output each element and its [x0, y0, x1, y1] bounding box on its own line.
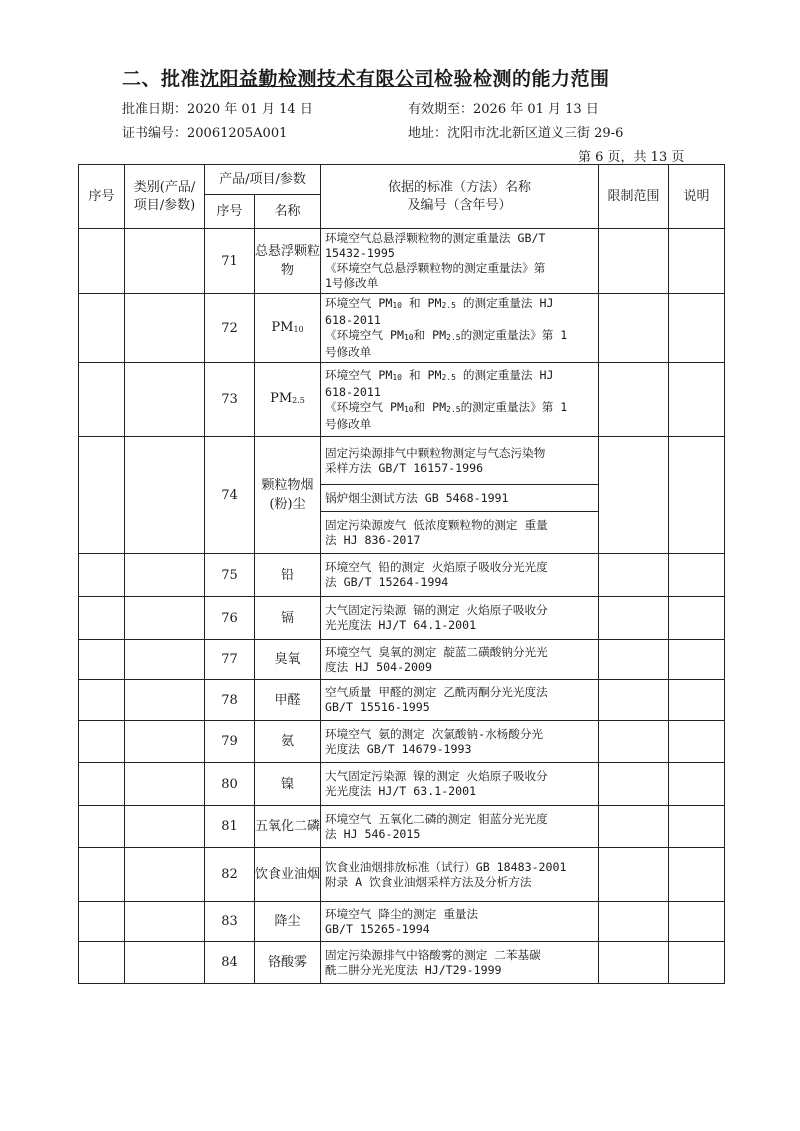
- standard-line: 环境空气总悬浮颗粒物的测定重量法 GB/T: [325, 231, 546, 245]
- standard-line: 固定污染源排气中颗粒物测定与气态污染物: [325, 445, 546, 460]
- standard-line: 附录 A 饮食业油烟采样方法及分析方法: [325, 874, 532, 889]
- standard-line: 大气固定污染源 镉的测定 火焰原子吸收分: [325, 603, 548, 617]
- header-standard-line1: 依据的标准（方法）名称: [388, 179, 532, 195]
- category-cell: [125, 848, 205, 902]
- item-number: 72: [205, 294, 255, 363]
- limit-cell: [599, 554, 669, 597]
- standard-line: 度法 HJ 504-2009: [325, 659, 432, 674]
- standard-line: 环境空气 铅的测定 火焰原子吸收分光光度: [325, 560, 548, 574]
- table-row: [79, 763, 725, 806]
- standard-line: 号修改单: [325, 345, 372, 359]
- header-standard: [321, 165, 599, 229]
- category-cell: [125, 363, 205, 437]
- standard-cell: [321, 437, 599, 485]
- item-name: 五氧化二磷: [255, 806, 321, 848]
- item-number: 78: [205, 680, 255, 721]
- limit-cell: [599, 848, 669, 902]
- standard-line: 固定污染源废气 低浓度颗粒物的测定 重量: [325, 517, 548, 532]
- seq-cell: [79, 554, 125, 597]
- note-cell: [669, 294, 725, 363]
- standard-line: 1号修改单: [325, 276, 379, 290]
- standard-cell: [321, 763, 599, 806]
- item-number: 80: [205, 763, 255, 806]
- standard-cell: [321, 640, 599, 680]
- standard-cell: [321, 485, 599, 512]
- valid-until: 有效期至：2026 年 01 月 13 日: [408, 102, 599, 117]
- item-name: 镍: [255, 763, 321, 806]
- document-title: [122, 64, 610, 91]
- note-cell: [669, 597, 725, 640]
- note-cell: [669, 680, 725, 721]
- item-name: $PM_{10}$: [255, 294, 321, 363]
- category-cell: [125, 902, 205, 942]
- limit-cell: [599, 763, 669, 806]
- category-cell: [125, 640, 205, 680]
- standard-line: 环境空气 臭氧的测定 靛蓝二磺酸钠分光光: [325, 644, 548, 659]
- standard-line: 法 HJ 546-2015: [325, 826, 421, 841]
- table-row: [79, 294, 725, 363]
- seq-cell: [79, 902, 125, 942]
- header-limit: 限制范围: [599, 165, 669, 229]
- item-name: 总悬浮颗粒物: [255, 229, 321, 294]
- limit-cell: [599, 437, 669, 554]
- table-row: [79, 848, 725, 902]
- header-category: 类别(产品/项目/参数): [125, 165, 205, 229]
- seq-cell: [79, 806, 125, 848]
- standard-cell: [321, 554, 599, 597]
- title-org: 沈阳益勤检测技术有限公司: [200, 68, 435, 90]
- limit-cell: [599, 363, 669, 437]
- category-cell: [125, 229, 205, 294]
- seq-cell: [79, 294, 125, 363]
- item-name: 颗粒物烟(粉)尘: [255, 437, 321, 554]
- standard-cell: [321, 902, 599, 942]
- table-row: [79, 902, 725, 942]
- standard-line: 环境空气 $PM_{10}$ 和 $PM_{2.5}$ 的测定重量法 HJ: [325, 367, 554, 382]
- standard-cell: [321, 721, 599, 763]
- seq-cell: [79, 437, 125, 554]
- item-name: 铬酸雾: [255, 942, 321, 984]
- limit-cell: [599, 640, 669, 680]
- note-cell: [669, 721, 725, 763]
- limit-cell: [599, 597, 669, 640]
- standard-line: 《环境空气 $PM_{10}$和 $PM_{2.5}$的测定重量法》第 1: [325, 399, 568, 414]
- table-row: [79, 806, 725, 848]
- header-sub-seq: 序号: [205, 195, 255, 229]
- item-name: 氨: [255, 721, 321, 763]
- header-sub-name: 名称: [255, 195, 321, 229]
- table-row: [79, 942, 725, 984]
- note-cell: [669, 763, 725, 806]
- address: 地址：沈阳市沈北新区道义三街 29-6: [408, 126, 624, 141]
- seq-cell: [79, 942, 125, 984]
- item-name: 镉: [255, 597, 321, 640]
- standard-cell: [321, 680, 599, 721]
- table-row: [79, 554, 725, 597]
- page-number: 第 6 页，共 13 页: [578, 150, 685, 165]
- standard-cell: [321, 512, 599, 554]
- category-cell: [125, 294, 205, 363]
- standard-cell: [321, 942, 599, 984]
- standard-line: 酰二肼分光光度法 HJ/T29-1999: [325, 962, 502, 977]
- limit-cell: [599, 806, 669, 848]
- approval-date: 批准日期：2020 年 01 月 14 日: [122, 102, 313, 117]
- standard-cell: [321, 294, 599, 363]
- seq-cell: [79, 363, 125, 437]
- seq-cell: [79, 848, 125, 902]
- item-name: 降尘: [255, 902, 321, 942]
- seq-cell: [79, 721, 125, 763]
- standard-line: GB/T 15516-1995: [325, 700, 430, 714]
- item-name: 甲醛: [255, 680, 321, 721]
- item-number: 79: [205, 721, 255, 763]
- header-standard-line2: 及编号（含年号）: [407, 197, 512, 213]
- table-row: [79, 721, 725, 763]
- standard-cell: [321, 806, 599, 848]
- limit-cell: [599, 721, 669, 763]
- category-cell: [125, 806, 205, 848]
- title-suffix: 检验检测的能力范围: [434, 68, 610, 90]
- header-seq: 序号: [79, 165, 125, 229]
- note-cell: [669, 848, 725, 902]
- item-number: 84: [205, 942, 255, 984]
- category-cell: [125, 680, 205, 721]
- standard-cell: [321, 363, 599, 437]
- standard-cell: [321, 229, 599, 294]
- limit-cell: [599, 902, 669, 942]
- cert-number: 证书编号：20061205A001: [122, 126, 288, 141]
- standard-line: 《环境空气 $PM_{10}$和 $PM_{2.5}$的测定重量法》第 1: [325, 328, 568, 342]
- table-row: [79, 437, 725, 485]
- note-cell: [669, 806, 725, 848]
- table-row: [79, 680, 725, 721]
- note-cell: [669, 229, 725, 294]
- standard-cell: [321, 597, 599, 640]
- item-number: 71: [205, 229, 255, 294]
- header-product-group: 产品/项目/参数: [205, 165, 321, 195]
- standard-line: GB/T 15265-1994: [325, 921, 430, 936]
- standard-line: 环境空气 降尘的测定 重量法: [325, 906, 479, 921]
- seq-cell: [79, 680, 125, 721]
- item-name: $PM_{2.5}$: [255, 363, 321, 437]
- table-body: [79, 229, 725, 984]
- item-name: 臭氧: [255, 640, 321, 680]
- category-cell: [125, 437, 205, 554]
- standard-line: 固定污染源排气中铬酸雾的测定 二苯基碳: [325, 947, 541, 962]
- note-cell: [669, 437, 725, 554]
- capability-table: [78, 164, 725, 984]
- title-prefix: 二、批准: [122, 68, 201, 90]
- header-note: 说明: [669, 165, 725, 229]
- table-row: [79, 229, 725, 294]
- category-cell: [125, 721, 205, 763]
- standard-line: 环境空气 $PM_{10}$ 和 $PM_{2.5}$ 的测定重量法 HJ: [325, 296, 554, 310]
- item-number: 81: [205, 806, 255, 848]
- limit-cell: [599, 294, 669, 363]
- standard-line: 号修改单: [325, 416, 372, 431]
- note-cell: [669, 640, 725, 680]
- limit-cell: [599, 680, 669, 721]
- category-cell: [125, 763, 205, 806]
- standard-line: 光光度法 HJ/T 64.1-2001: [325, 618, 477, 632]
- table-row: [79, 597, 725, 640]
- standard-line: 618-2011: [325, 313, 381, 327]
- category-cell: [125, 942, 205, 984]
- standard-line: 法 GB/T 15264-1994: [325, 575, 449, 589]
- standard-line: 法 HJ 836-2017: [325, 532, 421, 547]
- item-name: 饮食业油烟: [255, 848, 321, 902]
- standard-line: 618-2011: [325, 384, 381, 399]
- seq-cell: [79, 229, 125, 294]
- standard-line: 《环境空气总悬浮颗粒物的测定重量法》第: [325, 261, 546, 275]
- table-row: [79, 363, 725, 437]
- item-number: 76: [205, 597, 255, 640]
- item-number: 77: [205, 640, 255, 680]
- standard-line: 环境空气 氨的测定 次氯酸钠-水杨酸分光: [325, 726, 544, 741]
- note-cell: [669, 554, 725, 597]
- standard-line: 采样方法 GB/T 16157-1996: [325, 460, 484, 475]
- standard-line: 15432-1995: [325, 246, 395, 260]
- standard-cell: [321, 848, 599, 902]
- seq-cell: [79, 597, 125, 640]
- item-number: 75: [205, 554, 255, 597]
- standard-line: 锅炉烟尘测试方法 GB 5468-1991: [325, 490, 509, 505]
- category-cell: [125, 597, 205, 640]
- note-cell: [669, 363, 725, 437]
- item-number: 74: [205, 437, 255, 554]
- limit-cell: [599, 942, 669, 984]
- standard-line: 饮食业油烟排放标准（试行）GB 18483-2001: [325, 859, 567, 874]
- note-cell: [669, 942, 725, 984]
- seq-cell: [79, 763, 125, 806]
- item-name: 铅: [255, 554, 321, 597]
- standard-line: 大气固定污染源 镍的测定 火焰原子吸收分: [325, 769, 548, 783]
- standard-line: 空气质量 甲醛的测定 乙酰丙酮分光光度法: [325, 685, 548, 699]
- item-number: 73: [205, 363, 255, 437]
- item-number: 83: [205, 902, 255, 942]
- category-cell: [125, 554, 205, 597]
- standard-line: 光光度法 HJ/T 63.1-2001: [325, 784, 477, 798]
- standard-line: 环境空气 五氧化二磷的测定 钼蓝分光光度: [325, 811, 548, 826]
- table-row: [79, 640, 725, 680]
- note-cell: [669, 902, 725, 942]
- limit-cell: [599, 229, 669, 294]
- item-number: 82: [205, 848, 255, 902]
- standard-line: 光度法 GB/T 14679-1993: [325, 741, 472, 756]
- seq-cell: [79, 640, 125, 680]
